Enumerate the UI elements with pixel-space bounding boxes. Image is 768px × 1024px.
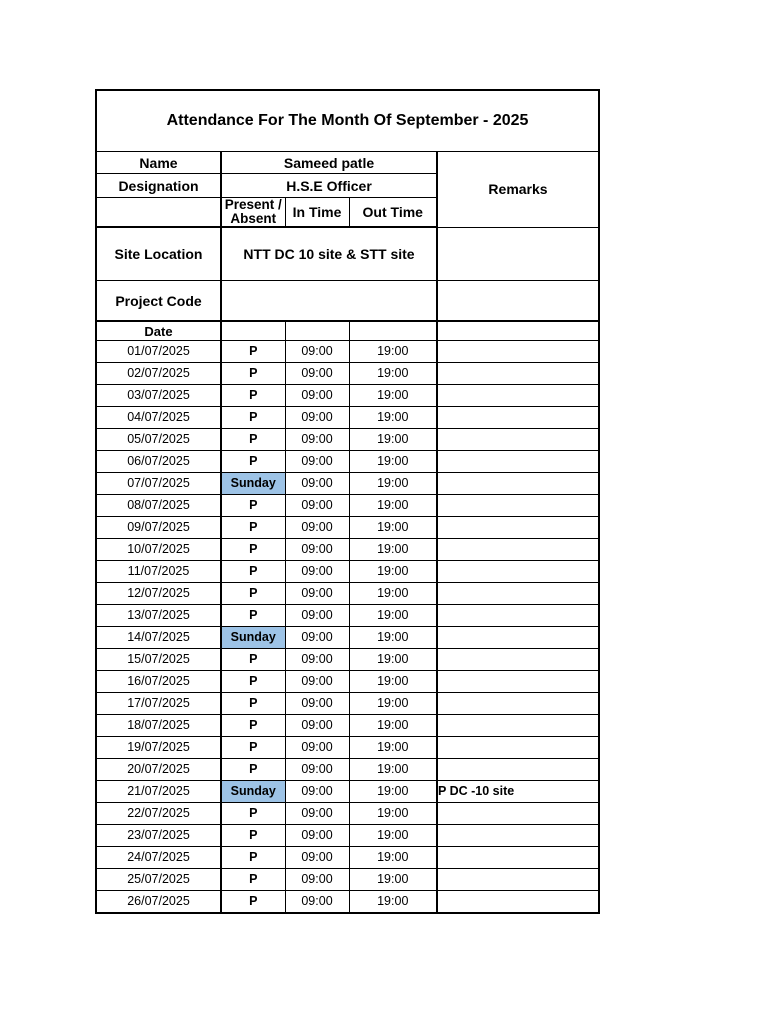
attendance-row <box>96 648 599 670</box>
remark-cell <box>437 824 599 846</box>
out-time-cell: 19:00 <box>349 406 437 428</box>
attendance-row <box>96 736 599 758</box>
date-cell: 08/07/2025 <box>96 494 221 516</box>
attendance-row <box>96 560 599 582</box>
in-time-cell: 09:00 <box>285 604 349 626</box>
out-time-cell: 19:00 <box>349 714 437 736</box>
attendance-row <box>96 384 599 406</box>
attendance-row <box>96 868 599 890</box>
date-cell: 06/07/2025 <box>96 450 221 472</box>
status-cell: Sunday <box>221 780 285 802</box>
remark-cell <box>437 736 599 758</box>
in-time-cell: 09:00 <box>285 406 349 428</box>
date-cell: 17/07/2025 <box>96 692 221 714</box>
status-cell: P <box>221 802 285 824</box>
blank-label-cell <box>96 198 221 228</box>
out-time-cell: 19:00 <box>349 604 437 626</box>
date-cell: 18/07/2025 <box>96 714 221 736</box>
remark-cell <box>437 868 599 890</box>
date-cell: 25/07/2025 <box>96 868 221 890</box>
remark-cell <box>437 604 599 626</box>
status-cell: Sunday <box>221 472 285 494</box>
remarks-header: Remarks <box>437 152 599 228</box>
status-cell: P <box>221 582 285 604</box>
remark-cell <box>437 538 599 560</box>
date-header-blank <box>221 321 285 340</box>
attendance-row <box>96 340 599 362</box>
in-time-cell: 09:00 <box>285 450 349 472</box>
in-time-cell: 09:00 <box>285 824 349 846</box>
out-time-cell: 19:00 <box>349 670 437 692</box>
date-cell: 24/07/2025 <box>96 846 221 868</box>
in-time-cell: 09:00 <box>285 692 349 714</box>
status-cell: P <box>221 846 285 868</box>
date-cell: 26/07/2025 <box>96 890 221 913</box>
out-time-cell: 19:00 <box>349 340 437 362</box>
in-time-cell: 09:00 <box>285 736 349 758</box>
out-time-cell: 19:00 <box>349 736 437 758</box>
date-cell: 04/07/2025 <box>96 406 221 428</box>
date-header-blank <box>437 321 599 340</box>
name-label: Name <box>96 152 221 174</box>
status-cell: P <box>221 890 285 913</box>
out-time-cell: 19:00 <box>349 626 437 648</box>
attendance-row <box>96 802 599 824</box>
name-value: Sameed patle <box>221 152 437 174</box>
attendance-row <box>96 758 599 780</box>
date-cell: 11/07/2025 <box>96 560 221 582</box>
remark-cell <box>437 428 599 450</box>
out-time-cell: 19:00 <box>349 362 437 384</box>
attendance-row <box>96 582 599 604</box>
out-time-cell: 19:00 <box>349 648 437 670</box>
status-cell: P <box>221 362 285 384</box>
remark-cell <box>437 758 599 780</box>
date-cell: 09/07/2025 <box>96 516 221 538</box>
out-time-cell: 19:00 <box>349 846 437 868</box>
date-cell: 19/07/2025 <box>96 736 221 758</box>
attendance-row <box>96 824 599 846</box>
attendance-sheet <box>95 89 600 914</box>
status-cell: P <box>221 384 285 406</box>
status-cell: Sunday <box>221 626 285 648</box>
status-cell: P <box>221 450 285 472</box>
remark-cell <box>437 626 599 648</box>
attendance-row <box>96 692 599 714</box>
status-cell: P <box>221 736 285 758</box>
date-cell: 14/07/2025 <box>96 626 221 648</box>
date-cell: 15/07/2025 <box>96 648 221 670</box>
out-time-cell: 19:00 <box>349 582 437 604</box>
in-time-cell: 09:00 <box>285 428 349 450</box>
in-time-header: In Time <box>285 198 349 228</box>
status-cell: P <box>221 516 285 538</box>
site-location-remark <box>437 227 599 280</box>
status-cell: P <box>221 494 285 516</box>
remark-cell <box>437 384 599 406</box>
date-cell: 07/07/2025 <box>96 472 221 494</box>
attendance-row <box>96 846 599 868</box>
status-cell: P <box>221 714 285 736</box>
out-time-cell: 19:00 <box>349 868 437 890</box>
date-cell: 16/07/2025 <box>96 670 221 692</box>
date-cell: 23/07/2025 <box>96 824 221 846</box>
date-cell: 12/07/2025 <box>96 582 221 604</box>
out-time-cell: 19:00 <box>349 450 437 472</box>
in-time-cell: 09:00 <box>285 560 349 582</box>
in-time-cell: 09:00 <box>285 780 349 802</box>
project-code-value <box>221 280 437 321</box>
date-cell: 10/07/2025 <box>96 538 221 560</box>
date-cell: 22/07/2025 <box>96 802 221 824</box>
status-cell: P <box>221 538 285 560</box>
sheet-title: Attendance For The Month Of September - 2025 <box>96 90 599 152</box>
out-time-cell: 19:00 <box>349 802 437 824</box>
project-code-remark <box>437 280 599 321</box>
attendance-row <box>96 362 599 384</box>
in-time-cell: 09:00 <box>285 340 349 362</box>
attendance-row <box>96 890 599 913</box>
date-header-blank <box>285 321 349 340</box>
remark-cell <box>437 472 599 494</box>
out-time-cell: 19:00 <box>349 516 437 538</box>
in-time-cell: 09:00 <box>285 362 349 384</box>
date-cell: 05/07/2025 <box>96 428 221 450</box>
site-location-value: NTT DC 10 site & STT site <box>221 227 437 280</box>
in-time-cell: 09:00 <box>285 472 349 494</box>
out-time-cell: 19:00 <box>349 758 437 780</box>
in-time-cell: 09:00 <box>285 714 349 736</box>
out-time-cell: 19:00 <box>349 384 437 406</box>
remark-cell <box>437 802 599 824</box>
project-code-label: Project Code <box>96 280 221 321</box>
status-cell: P <box>221 428 285 450</box>
remark-cell <box>437 714 599 736</box>
in-time-cell: 09:00 <box>285 516 349 538</box>
date-cell: 21/07/2025 <box>96 780 221 802</box>
status-cell: P <box>221 560 285 582</box>
out-time-cell: 19:00 <box>349 560 437 582</box>
out-time-cell: 19:00 <box>349 428 437 450</box>
date-cell: 20/07/2025 <box>96 758 221 780</box>
remark-cell <box>437 406 599 428</box>
out-time-cell: 19:00 <box>349 692 437 714</box>
site-location-label: Site Location <box>96 227 221 280</box>
attendance-row <box>96 494 599 516</box>
status-cell: P <box>221 868 285 890</box>
attendance-row <box>96 450 599 472</box>
attendance-row <box>96 714 599 736</box>
remark-cell: P DC -10 site <box>437 780 599 802</box>
status-cell: P <box>221 758 285 780</box>
status-cell: P <box>221 824 285 846</box>
out-time-cell: 19:00 <box>349 824 437 846</box>
in-time-cell: 09:00 <box>285 890 349 913</box>
in-time-cell: 09:00 <box>285 582 349 604</box>
attendance-row <box>96 604 599 626</box>
out-time-cell: 19:00 <box>349 472 437 494</box>
attendance-row <box>96 538 599 560</box>
remark-cell <box>437 648 599 670</box>
out-time-cell: 19:00 <box>349 780 437 802</box>
remark-cell <box>437 560 599 582</box>
remark-cell <box>437 340 599 362</box>
in-time-cell: 09:00 <box>285 626 349 648</box>
designation-label: Designation <box>96 174 221 198</box>
out-time-cell: 19:00 <box>349 494 437 516</box>
in-time-cell: 09:00 <box>285 846 349 868</box>
remark-cell <box>437 846 599 868</box>
remark-cell <box>437 362 599 384</box>
remark-cell <box>437 890 599 913</box>
date-cell: 01/07/2025 <box>96 340 221 362</box>
attendance-row <box>96 406 599 428</box>
in-time-cell: 09:00 <box>285 802 349 824</box>
date-cell: 13/07/2025 <box>96 604 221 626</box>
out-time-cell: 19:00 <box>349 890 437 913</box>
attendance-row <box>96 472 599 494</box>
date-header: Date <box>96 321 221 340</box>
remark-cell <box>437 450 599 472</box>
remark-cell <box>437 670 599 692</box>
status-cell: P <box>221 692 285 714</box>
status-cell: P <box>221 604 285 626</box>
in-time-cell: 09:00 <box>285 648 349 670</box>
out-time-cell: 19:00 <box>349 538 437 560</box>
date-header-blank <box>349 321 437 340</box>
remark-cell <box>437 692 599 714</box>
remark-cell <box>437 494 599 516</box>
present-absent-header: Present / Absent <box>221 198 285 228</box>
designation-value: H.S.E Officer <box>221 174 437 198</box>
date-cell: 03/07/2025 <box>96 384 221 406</box>
attendance-row <box>96 670 599 692</box>
date-cell: 02/07/2025 <box>96 362 221 384</box>
in-time-cell: 09:00 <box>285 758 349 780</box>
remark-cell <box>437 582 599 604</box>
status-cell: P <box>221 340 285 362</box>
in-time-cell: 09:00 <box>285 670 349 692</box>
attendance-row <box>96 780 599 802</box>
remark-cell <box>437 516 599 538</box>
in-time-cell: 09:00 <box>285 868 349 890</box>
out-time-header: Out Time <box>349 198 437 228</box>
in-time-cell: 09:00 <box>285 384 349 406</box>
attendance-row <box>96 516 599 538</box>
status-cell: P <box>221 648 285 670</box>
status-cell: P <box>221 406 285 428</box>
status-cell: P <box>221 670 285 692</box>
attendance-row <box>96 626 599 648</box>
in-time-cell: 09:00 <box>285 494 349 516</box>
in-time-cell: 09:00 <box>285 538 349 560</box>
attendance-row <box>96 428 599 450</box>
